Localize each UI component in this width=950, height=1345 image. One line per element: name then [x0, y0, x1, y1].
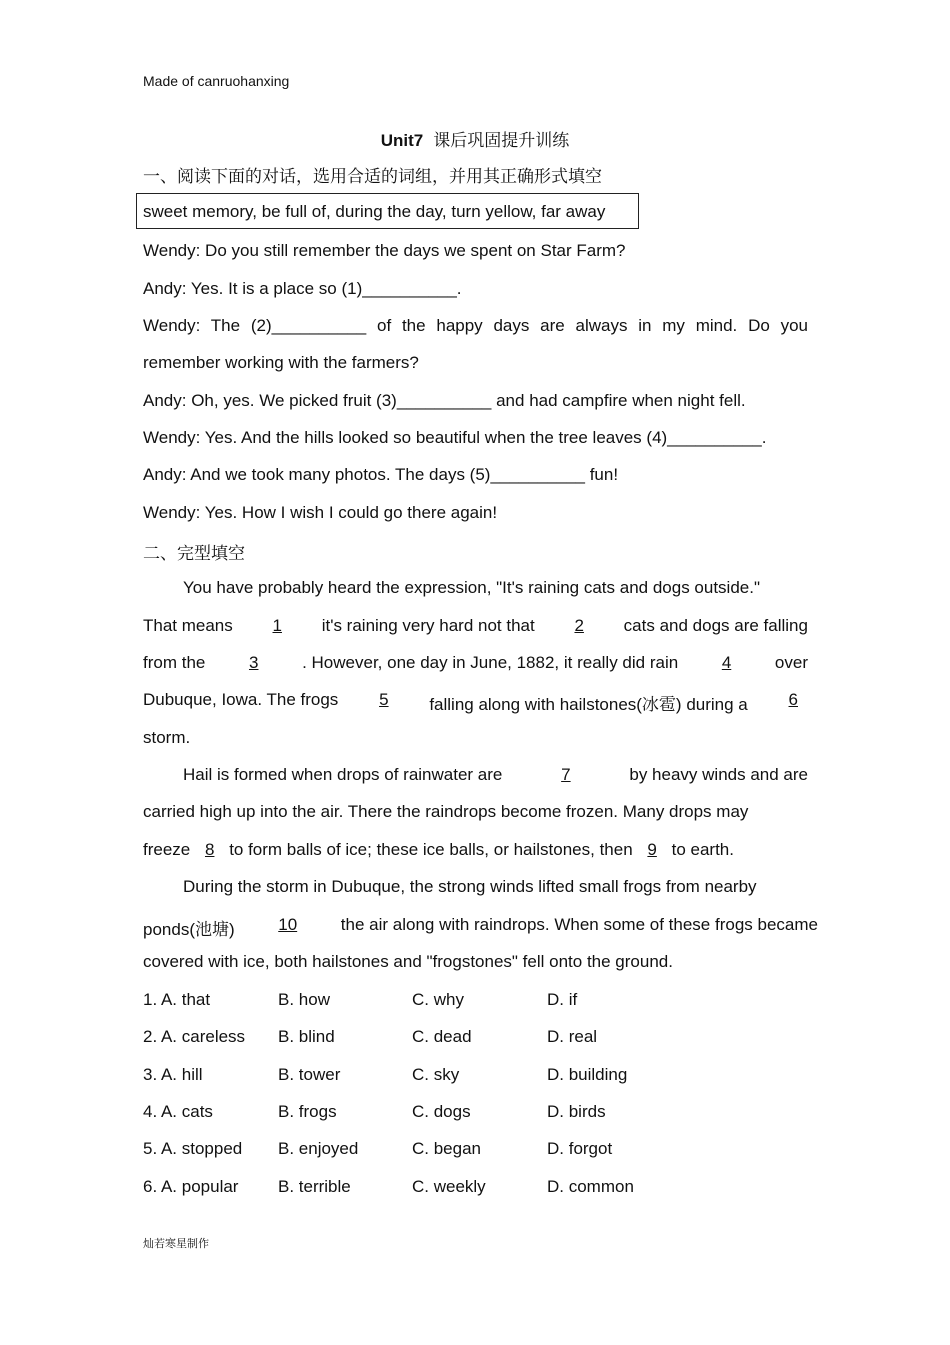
- cloze-line: [143, 840, 734, 860]
- option-1b: B. how: [278, 990, 330, 1009]
- cloze-text: ponds(池塘): [143, 920, 235, 939]
- option-4b: B. frogs: [278, 1102, 337, 1121]
- blank-1: 1: [272, 616, 282, 635]
- option-5d: D. forgot: [547, 1139, 613, 1158]
- option-4d: D. birds: [547, 1102, 606, 1121]
- cloze-text: That means: [143, 616, 233, 635]
- cloze-line: [143, 765, 808, 785]
- option-6d: D. common: [547, 1177, 634, 1196]
- page-footer: 灿若寒星制作: [143, 1237, 209, 1250]
- blank-7: 7: [561, 765, 571, 784]
- cloze-text: carried high up into the air. There the raindrops become frozen. Many drops may: [143, 802, 749, 821]
- cloze-text: freeze: [143, 840, 191, 859]
- option-1a: 1. A. that: [143, 990, 211, 1009]
- blank-10: 10: [278, 915, 298, 934]
- cloze-text: Hail is formed when drops of rainwater are: [183, 765, 503, 784]
- cloze-line: covered with ice, both hailstones and "frogstones" fell onto the ground.: [143, 952, 673, 971]
- section1-heading: 一、阅读下面的对话，选用合适的词组，并用其正确形式填空: [143, 167, 602, 187]
- title-subtitle: 课后巩固提升训练: [433, 131, 570, 150]
- section2-heading: 二、完型填空: [143, 544, 245, 564]
- blank-9: 9: [647, 840, 657, 859]
- dialogue-line: Andy: Yes. It is a place so (1)__________.: [143, 279, 462, 298]
- cloze-text: over: [774, 653, 808, 672]
- cloze-text: falling along with hailstones(冰雹) during a: [429, 695, 748, 714]
- option-4a: 4. A. cats: [143, 1102, 213, 1121]
- option-6a: 6. A. popular: [143, 1177, 239, 1196]
- blank-6: 6: [788, 690, 798, 709]
- cloze-line: [143, 690, 808, 715]
- dialogue-line: Andy: Oh, yes. We picked fruit (3)__________ and had campfire when night fell.: [143, 391, 746, 410]
- cloze-line: [143, 578, 808, 598]
- blank-8: 8: [204, 840, 215, 859]
- cloze-text: by heavy winds and are: [629, 765, 808, 784]
- blank-2: 2: [574, 616, 584, 635]
- option-2a: 2. A. careless: [143, 1027, 246, 1046]
- dialogue-text: Wendy: The (2)__________ of the happy days are always in my mind. Do you: [143, 316, 808, 335]
- cloze-line: storm.: [143, 728, 191, 747]
- unit-label: Unit7: [380, 131, 424, 150]
- blank-4: 4: [721, 653, 732, 672]
- dialogue-line: Wendy: Do you still remember the days we spent on Star Farm?: [143, 241, 626, 260]
- option-2b: B. blind: [278, 1027, 335, 1046]
- dialogue-line: remember working with the farmers?: [143, 353, 419, 372]
- option-6b: B. terrible: [278, 1177, 351, 1196]
- option-5a: 5. A. stopped: [143, 1139, 243, 1158]
- page-title: [0, 126, 950, 151]
- option-2c: C. dead: [412, 1027, 472, 1046]
- dialogue-line: [143, 316, 808, 336]
- option-4c: C. dogs: [412, 1102, 471, 1121]
- blank-3: 3: [248, 653, 259, 672]
- dialogue-line: Andy: And we took many photos. The days (5)__________ fun!: [143, 465, 619, 484]
- option-3b: B. tower: [278, 1065, 341, 1084]
- cloze-text: the air along with raindrops. When some of these frogs became: [340, 915, 818, 934]
- cloze-text: . However, one day in June, 1882, it really did rain: [302, 653, 679, 672]
- blank-5: 5: [379, 690, 389, 709]
- option-1d: D. if: [547, 990, 578, 1009]
- cloze-text: During the storm in Dubuque, the strong winds lifted small frogs from nearby: [183, 877, 757, 896]
- option-1c: C. why: [412, 990, 464, 1009]
- dialogue-line: Wendy: Yes. And the hills looked so beautiful when the tree leaves (4)__________.: [143, 428, 767, 447]
- cloze-text: to earth.: [671, 840, 734, 859]
- cloze-text: cats and dogs are falling: [623, 616, 808, 635]
- dialogue-line: Wendy: Yes. How I wish I could go there again!: [143, 503, 498, 522]
- word-box: sweet memory, be full of, during the day, turn yellow, far away: [136, 193, 639, 229]
- option-3a: 3. A. hill: [143, 1065, 203, 1084]
- cloze-text: to form balls of ice; these ice balls, or hailstones, then: [229, 840, 633, 859]
- option-2d: D. real: [547, 1027, 598, 1046]
- page-header: Made of canruohanxing: [143, 73, 290, 89]
- cloze-text: from the: [143, 653, 206, 672]
- option-5b: B. enjoyed: [278, 1139, 359, 1158]
- cloze-text: Dubuque, Iowa. The frogs: [143, 690, 339, 709]
- cloze-text: You have probably heard the expression, "It's raining cats and dogs outside.": [183, 578, 761, 597]
- cloze-text: it's raining very hard not that: [321, 616, 535, 635]
- cloze-line: [143, 877, 808, 897]
- option-6c: C. weekly: [412, 1177, 486, 1196]
- cloze-line: [143, 915, 818, 940]
- option-3d: D. building: [547, 1065, 628, 1084]
- option-5c: C. began: [412, 1139, 481, 1158]
- option-3c: C. sky: [412, 1065, 460, 1084]
- cloze-line: [143, 616, 808, 636]
- cloze-line: [143, 802, 808, 822]
- cloze-line: [143, 653, 808, 673]
